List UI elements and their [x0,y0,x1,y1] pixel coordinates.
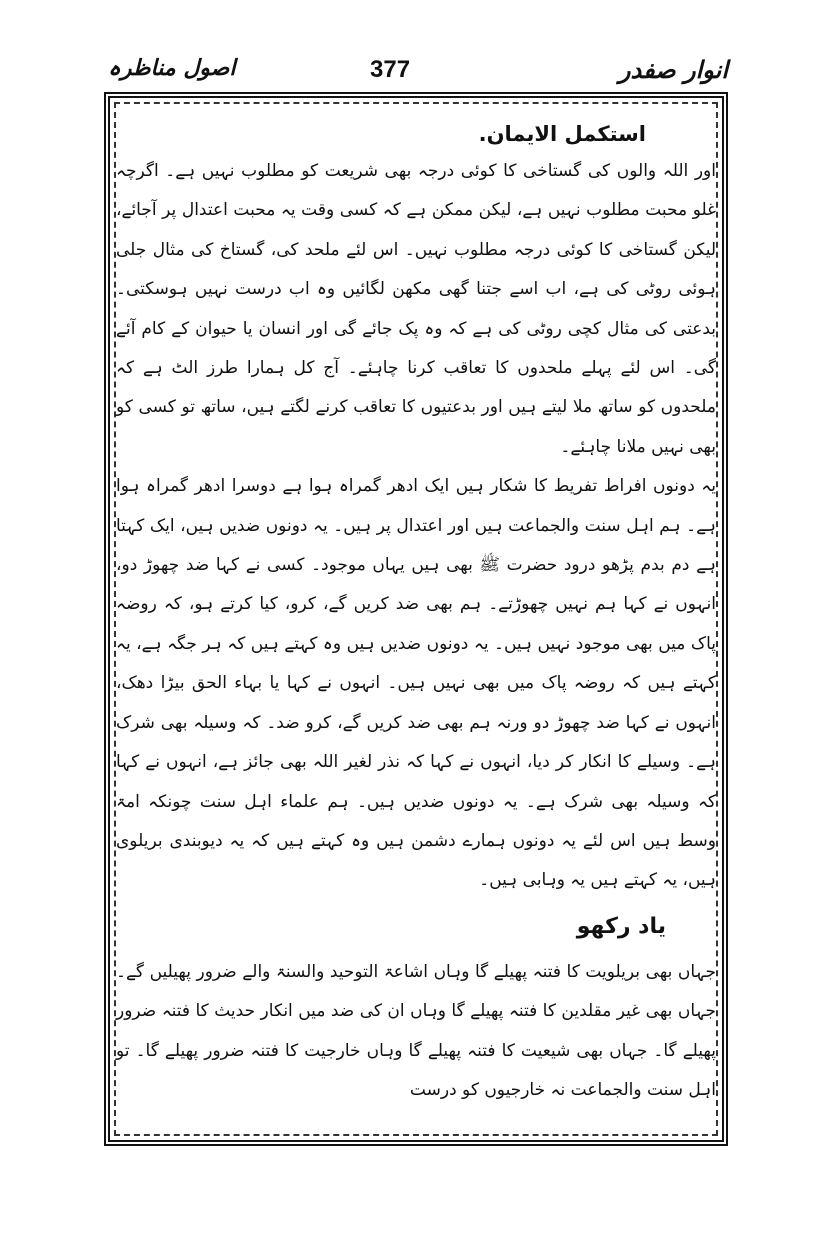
paragraph: جہاں بھی بریلویت کا فتنہ پھیلے گا وہاں اشاعۃ التوحید والسنۃ والے ضرور پھیلیں گے۔ جہاں بھی غیر مقلدین کا فتنہ پھیلے گا وہاں ان کی ضد میں انکار حدیث کا فتنہ ضرور پھیلے گا۔ جہاں بھی شیعیت کا فتنہ پھیلے گا وہاں خارجیت کا فتنہ ضرور پھیلے گا۔ تو اہل سنت والجماعت نہ خارجیوں کو درست [116,961,716,1100]
section-title: اصول مناظرہ [108,56,236,81]
page-header [108,56,728,90]
book-title: انوار صفدر [618,56,728,84]
heading-yaad-rakho: یاد رکھو [576,913,666,939]
page-number: 377 [370,56,411,83]
page-body [116,116,716,1110]
paragraph: اور اللہ والوں کی گستاخی کا کوئی درجہ بھی شریعت کو مطلوب نہیں ہے۔ اگرچہ غلو محبت مطلوب نہیں ہے، لیکن ممکن ہے کہ کسی وقت یہ محبت اعتدال پر آجائے، لیکن گستاخی کا کوئی درجہ مطلوب نہیں۔ اس لئے ملحد کی، گستاخ کی مثال جلی ہوئی روٹی کی ہے، اب اسے جتنا گھی مکھن لگائیں وہ اب درست نہیں ہوسکتی۔ بدعتی کی مثال کچی روٹی کی ہے کہ وہ پک جائے گی اور انسان یا حیوان کے کام آئے گی۔ اس لئے پہلے ملحدوں کا تعاقب کرنا چاہئے۔ آج کل ہمارا طرز الٹ ہے کہ ملحدوں کو ساتھ ملا لیتے ہیں اور بدعتیوں کا تعاقب کرنے لگتے ہیں، ساتھ تو کسی کو بھی نہیں ملانا چاہئے۔ [116,161,716,457]
paragraph: یہ دونوں افراط تفریط کا شکار ہیں ایک ادھر گمراہ ہوا ہے دوسرا ادھر گمراہ ہوا ہے۔ ہم اہل سنت والجماعت ہیں اور اعتدال پر ہیں۔ یہ دونوں ضدیں ہیں، ایک کہتا ہے دم بدم پڑھو درود حضرت ﷺ بھی ہیں یہاں موجود۔ کسی نے کہا ضد چھوڑ دو، انہوں نے کہا ہم نہیں چھوڑتے۔ ہم بھی ضد کریں گے، کرو، کیا کرتے ہو، کہ روضہ پاک میں بھی موجود نہیں ہیں۔ یہ دونوں ضدیں ہیں وہ کہتے ہیں کہ ہر جگہ ہے، یہ کہتے ہیں کہ روضہ پاک میں بھی نہیں ہیں۔ انہوں نے کہا یا بہاء الحق بیڑا دھک، انہوں نے کہا ضد چھوڑ دو ورنہ ہم بھی ضد کریں گے، کرو ضد۔ کہ وسیلہ بھی شرک ہے۔ وسیلے کا انکار کر دیا، انہوں نے کہا کہ نذر لغیر اللہ بھی جائز ہے، انہوں نے کہا کہ وسیلہ بھی شرک ہے۔ یہ دونوں ضدیں ہیں۔ ہم علماء اہل سنت چونکہ امۃ وسط ہیں اس لئے یہ دونوں ہمارے دشمن ہیں وہ کہتے ہیں کہ یہ دیوبندی بریلوی ہیں، یہ کہتے ہیں یہ وہابی ہیں۔ [116,476,716,891]
heading-istakmal: استکمل الایمان. [478,122,646,146]
